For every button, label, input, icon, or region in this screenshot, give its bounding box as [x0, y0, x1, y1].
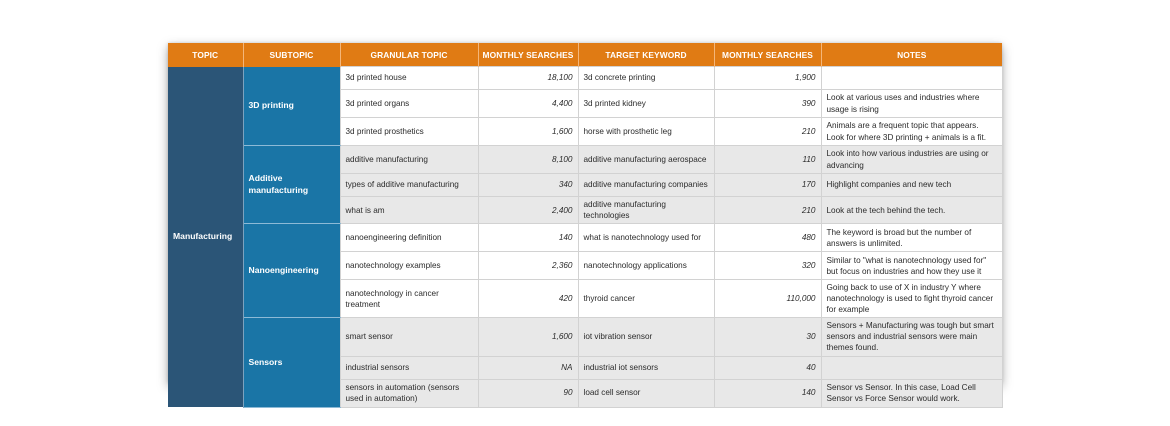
- notes-cell: [821, 356, 1002, 379]
- monthly-searches-cell: 18,100: [478, 67, 578, 90]
- target-keyword-cell: horse with prosthetic leg: [578, 118, 714, 146]
- notes-cell: Look into how various industries are using or advancing: [821, 146, 1002, 174]
- monthly-searches-cell: 1,600: [478, 118, 578, 146]
- table-row: [168, 224, 1002, 252]
- granular-topic-cell: types of additive manufacturing: [340, 174, 478, 197]
- target-keyword-cell: additive manufacturing companies: [578, 174, 714, 197]
- target-keyword-cell: additive manufacturing aerospace: [578, 146, 714, 174]
- granular-topic-cell: sensors in automation (sensors used in automation): [340, 379, 478, 407]
- header-monthly-searches: MONTHLY SEARCHES: [478, 43, 578, 67]
- topic-cell: Manufacturing: [168, 67, 243, 408]
- monthly-searches-cell: 340: [478, 174, 578, 197]
- table-row: [168, 67, 1002, 90]
- keyword-searches-cell: 320: [714, 252, 821, 280]
- header-notes: NOTES: [821, 43, 1002, 67]
- granular-topic-cell: smart sensor: [340, 318, 478, 356]
- header-topic: TOPIC: [168, 43, 243, 67]
- notes-cell: The keyword is broad but the number of answers is unlimited.: [821, 224, 1002, 252]
- keyword-searches-cell: 40: [714, 356, 821, 379]
- granular-topic-cell: industrial sensors: [340, 356, 478, 379]
- granular-topic-cell: 3d printed organs: [340, 90, 478, 118]
- header-granular-topic: GRANULAR TOPIC: [340, 43, 478, 67]
- header-subtopic: SUBTOPIC: [243, 43, 340, 67]
- target-keyword-cell: thyroid cancer: [578, 280, 714, 318]
- header-monthly-searches-keyword: MONTHLY SEARCHES: [714, 43, 821, 67]
- keyword-searches-cell: 170: [714, 174, 821, 197]
- monthly-searches-cell: 420: [478, 280, 578, 318]
- table-row: [168, 146, 1002, 174]
- notes-cell: Look at the tech behind the tech.: [821, 197, 1002, 224]
- target-keyword-cell: nanotechnology applications: [578, 252, 714, 280]
- keyword-searches-cell: 110,000: [714, 280, 821, 318]
- keyword-searches-cell: 30: [714, 318, 821, 356]
- target-keyword-cell: industrial iot sensors: [578, 356, 714, 379]
- monthly-searches-cell: 2,400: [478, 197, 578, 224]
- keyword-table-card: [168, 43, 1002, 403]
- notes-cell: Animals are a frequent topic that appears. Look for where 3D printing + animals is a fit.: [821, 118, 1002, 146]
- notes-cell: Sensor vs Sensor. In this case, Load Cell Sensor vs Force Sensor would work.: [821, 379, 1002, 407]
- monthly-searches-cell: 8,100: [478, 146, 578, 174]
- target-keyword-cell: iot vibration sensor: [578, 318, 714, 356]
- table-row: [168, 318, 1002, 356]
- granular-topic-cell: nanoengineering definition: [340, 224, 478, 252]
- keyword-searches-cell: 110: [714, 146, 821, 174]
- notes-cell: Going back to use of X in industry Y where nanotechnology is used to fight thyroid cancer for example: [821, 280, 1002, 318]
- monthly-searches-cell: 90: [478, 379, 578, 407]
- monthly-searches-cell: 1,600: [478, 318, 578, 356]
- subtopic-cell: 3D printing: [243, 67, 340, 146]
- monthly-searches-cell: 140: [478, 224, 578, 252]
- keyword-searches-cell: 1,900: [714, 67, 821, 90]
- subtopic-cell: Additive manufacturing: [243, 146, 340, 224]
- target-keyword-cell: 3d printed kidney: [578, 90, 714, 118]
- notes-cell: Highlight companies and new tech: [821, 174, 1002, 197]
- subtopic-cell: Sensors: [243, 318, 340, 407]
- monthly-searches-cell: NA: [478, 356, 578, 379]
- keyword-searches-cell: 210: [714, 118, 821, 146]
- keyword-searches-cell: 390: [714, 90, 821, 118]
- granular-topic-cell: 3d printed prosthetics: [340, 118, 478, 146]
- notes-cell: Similar to "what is nanotechnology used for" but focus on industries and how they use it: [821, 252, 1002, 280]
- notes-cell: [821, 67, 1002, 90]
- granular-topic-cell: nanotechnology examples: [340, 252, 478, 280]
- keyword-searches-cell: 480: [714, 224, 821, 252]
- table-header-row: [168, 43, 1002, 67]
- subtopic-cell: Nanoengineering: [243, 224, 340, 318]
- granular-topic-cell: additive manufacturing: [340, 146, 478, 174]
- target-keyword-cell: additive manufacturing technologies: [578, 197, 714, 224]
- keyword-searches-cell: 140: [714, 379, 821, 407]
- keyword-research-table: [168, 43, 1003, 408]
- target-keyword-cell: what is nanotechnology used for: [578, 224, 714, 252]
- monthly-searches-cell: 4,400: [478, 90, 578, 118]
- header-target-keyword: TARGET KEYWORD: [578, 43, 714, 67]
- notes-cell: Look at various uses and industries where usage is rising: [821, 90, 1002, 118]
- keyword-searches-cell: 210: [714, 197, 821, 224]
- target-keyword-cell: 3d concrete printing: [578, 67, 714, 90]
- target-keyword-cell: load cell sensor: [578, 379, 714, 407]
- granular-topic-cell: nanotechnology in cancer treatment: [340, 280, 478, 318]
- granular-topic-cell: 3d printed house: [340, 67, 478, 90]
- notes-cell: Sensors + Manufacturing was tough but smart sensors and industrial sensors were main themes found.: [821, 318, 1002, 356]
- monthly-searches-cell: 2,360: [478, 252, 578, 280]
- granular-topic-cell: what is am: [340, 197, 478, 224]
